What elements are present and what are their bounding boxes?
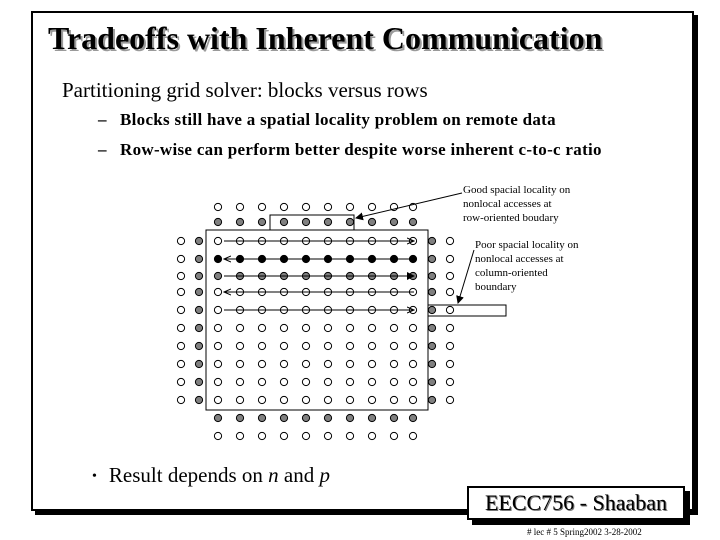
grid-point (214, 360, 221, 367)
grid-point (446, 378, 453, 385)
grid-point (236, 324, 243, 331)
grid-point (302, 342, 309, 349)
grid-point (446, 237, 453, 244)
slide-title: Tradeoffs with Inherent Communication (48, 20, 603, 56)
grid-point (302, 218, 309, 225)
grid-point (409, 432, 416, 439)
note-line: row-oriented boudary (463, 212, 559, 224)
course-brand: EECC756 - Shaaban (467, 486, 685, 520)
slide-footer: # lec # 5 Spring2002 3-28-2002 (527, 527, 642, 537)
grid-point (236, 218, 243, 225)
poor-locality-note (475, 238, 579, 294)
grid-point (324, 324, 331, 331)
grid-point (258, 360, 265, 367)
grid-point (195, 378, 202, 385)
grid-point (409, 324, 416, 331)
grid-point (390, 324, 397, 331)
grid-point (258, 203, 265, 210)
grid-point (195, 255, 202, 262)
grid-point (346, 378, 353, 385)
grid-point (177, 342, 184, 349)
grid-point (446, 324, 453, 331)
grid-point (177, 255, 184, 262)
grid-point (195, 324, 202, 331)
grid-point (214, 396, 221, 403)
grid-point (324, 432, 331, 439)
grid-point (177, 272, 184, 279)
grid-point (214, 237, 221, 244)
grid-point (280, 218, 287, 225)
grid-point (280, 360, 287, 367)
grid-point (390, 396, 397, 403)
grid-point (446, 342, 453, 349)
grid-point (177, 396, 184, 403)
grid-point (390, 414, 397, 421)
grid-point (236, 432, 243, 439)
grid-point (236, 360, 243, 367)
grid-point (258, 378, 265, 385)
grid-point (346, 396, 353, 403)
grid-point (214, 414, 221, 421)
grid-point (195, 342, 202, 349)
grid-point (280, 432, 287, 439)
grid-point (280, 203, 287, 210)
grid-point (177, 324, 184, 331)
grid-point (428, 342, 435, 349)
grid-point (214, 203, 221, 210)
grid-points (177, 203, 453, 439)
poor-locality-pointer (458, 250, 474, 303)
grid-point (428, 272, 435, 279)
grid-point (428, 324, 435, 331)
result-mid: and (278, 463, 320, 487)
grid-point (428, 306, 435, 313)
grid-point (214, 288, 221, 295)
grid-point (446, 396, 453, 403)
grid-point (368, 218, 375, 225)
bullet-dot: • (92, 469, 97, 484)
result-var-n: n (268, 463, 279, 487)
grid-point (302, 414, 309, 421)
grid-point (428, 378, 435, 385)
grid-point (195, 360, 202, 367)
grid-point (214, 342, 221, 349)
grid-point (368, 324, 375, 331)
grid-point (195, 237, 202, 244)
bullet-dash: – (98, 140, 107, 159)
grid-point (390, 218, 397, 225)
note-line: boundary (475, 281, 517, 293)
column-boundary-box (428, 305, 506, 316)
grid-point (346, 203, 353, 210)
grid-overlay (206, 193, 506, 410)
grid-point (428, 396, 435, 403)
good-locality-note (463, 183, 570, 225)
bullet-dash: – (98, 110, 107, 129)
grid-point (214, 218, 221, 225)
grid-point (236, 396, 243, 403)
note-line: Good spacial locality on (463, 184, 571, 196)
grid-point (236, 342, 243, 349)
note-line: nonlocal accesses at (463, 198, 552, 210)
grid-point (258, 432, 265, 439)
grid-point (368, 360, 375, 367)
grid-point (390, 432, 397, 439)
grid-point (324, 218, 331, 225)
grid-point (258, 396, 265, 403)
grid-point (368, 203, 375, 210)
grid-point (409, 218, 416, 225)
grid-point (302, 203, 309, 210)
grid-point (195, 396, 202, 403)
grid-point (428, 360, 435, 367)
grid-point (302, 360, 309, 367)
grid-point (280, 378, 287, 385)
grid-point (280, 342, 287, 349)
grid-point (346, 432, 353, 439)
grid-point (409, 360, 416, 367)
grid-point (324, 378, 331, 385)
grid-point (324, 203, 331, 210)
grid-point (324, 396, 331, 403)
grid-point (368, 432, 375, 439)
grid-point (177, 306, 184, 313)
slide-subtitle: Partitioning grid solver: blocks versus rows (62, 78, 428, 102)
grid-point (214, 432, 221, 439)
grid-point (302, 432, 309, 439)
grid-point (280, 324, 287, 331)
grid-point (280, 396, 287, 403)
result-prefix: Result depends on (108, 463, 269, 487)
grid-point (346, 218, 353, 225)
grid-point (302, 324, 309, 331)
grid-point (302, 396, 309, 403)
grid-point (214, 272, 221, 279)
grid-point (236, 203, 243, 210)
grid-point (324, 342, 331, 349)
grid-point (324, 414, 331, 421)
grid-point (195, 272, 202, 279)
grid-point (368, 342, 375, 349)
grid-point (409, 396, 416, 403)
grid-point (409, 378, 416, 385)
grid-point (409, 414, 416, 421)
grid-point (258, 414, 265, 421)
grid-point (195, 306, 202, 313)
grid-point (236, 378, 243, 385)
grid-point (214, 306, 221, 313)
grid-point (368, 414, 375, 421)
grid-point (302, 378, 309, 385)
grid-point (428, 255, 435, 262)
grid-point (258, 342, 265, 349)
grid-point (258, 324, 265, 331)
grid-point (368, 396, 375, 403)
grid-point (280, 414, 287, 421)
note-line: Poor spacial locality on (475, 239, 579, 251)
grid-point (177, 360, 184, 367)
grid-point (214, 255, 221, 262)
grid-point (428, 288, 435, 295)
note-line: nonlocal accesses at (475, 253, 564, 265)
grid-point (346, 342, 353, 349)
grid-point (346, 414, 353, 421)
grid-point (446, 272, 453, 279)
grid-point (214, 324, 221, 331)
grid-point (368, 378, 375, 385)
grid-point (258, 218, 265, 225)
grid-point (324, 360, 331, 367)
grid-point (177, 288, 184, 295)
grid-point (428, 237, 435, 244)
grid-point (446, 255, 453, 262)
grid-point (214, 378, 221, 385)
grid-point (236, 414, 243, 421)
grid-point (446, 288, 453, 295)
grid-point (390, 378, 397, 385)
result-var-p: p (319, 463, 330, 487)
bullet-text: Row-wise can perform better despite worse inherent c-to-c ratio (120, 140, 602, 159)
grid-point (446, 306, 453, 313)
grid-point (346, 324, 353, 331)
note-line: column-oriented (475, 267, 548, 279)
grid-point (390, 342, 397, 349)
grid-point (346, 360, 353, 367)
grid-point (390, 360, 397, 367)
grid-point (177, 378, 184, 385)
result-bullet (92, 463, 330, 488)
bullet-text: Blocks still have a spatial locality problem on remote data (120, 110, 556, 129)
grid-point (177, 237, 184, 244)
grid-point (446, 360, 453, 367)
grid-point (195, 288, 202, 295)
grid-point (409, 342, 416, 349)
